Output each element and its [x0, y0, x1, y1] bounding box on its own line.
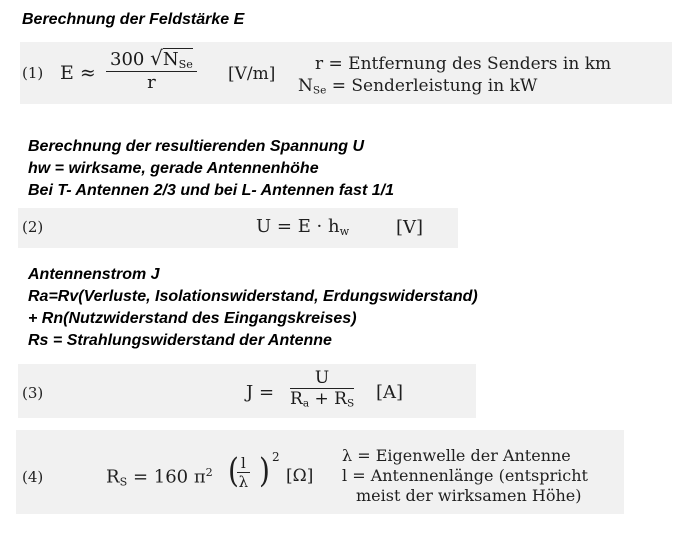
equation-4-image	[16, 430, 624, 514]
heading-voltage-line2: hw = wirksame, gerade Antennenhöhe	[28, 160, 319, 177]
equation-1-fraction	[106, 46, 197, 93]
heading-current-line3: + Rn(Nutzwiderstand des Eingangskreises)	[28, 310, 357, 327]
equation-1-lhs: E ≈	[60, 62, 96, 84]
equation-1-unit: [V/m]	[228, 64, 276, 84]
equation-3-denominator: $R_a + R_S$	[290, 389, 355, 410]
equation-1-denominator: r	[147, 71, 156, 93]
equation-2-number: (2)	[22, 218, 44, 236]
heading-voltage-line3: Bei T- Antennen 2/3 und bei L- Antennen fast 1/1	[28, 182, 394, 199]
equation-3-image	[18, 364, 476, 418]
heading-antenna-current	[28, 264, 478, 352]
equation-3-lhs: J =	[246, 382, 275, 403]
equation-3-fraction	[290, 368, 354, 410]
heading-voltage-line1: Berechnung der resultierenden Spannung U	[28, 138, 365, 155]
equation-2-unit: [V]	[396, 217, 424, 238]
equation-4-legend-l1: l = Antennenlänge (entspricht	[342, 466, 588, 485]
equation-1-numerator: 300 $√N_{Se}$	[106, 46, 197, 72]
equation-4-open-paren: (	[228, 450, 239, 491]
equation-2-formula: $U = E \cdot h_w$	[256, 216, 350, 238]
equation-4-fraction	[237, 454, 250, 491]
equation-3-numerator: U	[290, 368, 354, 389]
heading-current-line1: Antennenstrom J	[28, 266, 160, 283]
equation-4-number: (4)	[22, 468, 44, 486]
equation-1-number: (1)	[22, 64, 44, 82]
heading-current-line2: Ra=Rv(Verluste, Isolationswiderstand, Erdungswiderstand)	[28, 288, 478, 305]
equation-4-unit: [Ω]	[286, 466, 314, 486]
equation-1-legend-n: $N_{Se}$ = Senderleistung in kW	[298, 76, 538, 97]
heading-current-line4: Rs = Strahlungswiderstand der Antenne	[28, 332, 332, 349]
equation-4-legend-l2: meist der wirksamen Höhe)	[356, 486, 582, 505]
equation-4-numerator: l	[237, 454, 250, 473]
equation-4-denominator: λ	[238, 473, 249, 491]
equation-4-close-paren: )	[259, 450, 270, 491]
equation-3-number: (3)	[22, 384, 44, 402]
equation-4-legend-lambda: λ = Eigenwelle der Antenne	[342, 446, 571, 465]
heading-field-strength: Berechnung der Feldstärke E	[22, 11, 245, 28]
equation-1-image	[20, 42, 672, 104]
equation-3-unit: [A]	[376, 382, 404, 403]
equation-4-lhs: $R_S = 160$ $\pi^2$	[106, 466, 213, 489]
equation-2-image	[18, 208, 458, 248]
equation-4-exponent: 2	[272, 450, 280, 464]
heading-voltage	[28, 136, 394, 202]
equation-1-legend-r: r = Entfernung des Senders in km	[315, 54, 612, 74]
